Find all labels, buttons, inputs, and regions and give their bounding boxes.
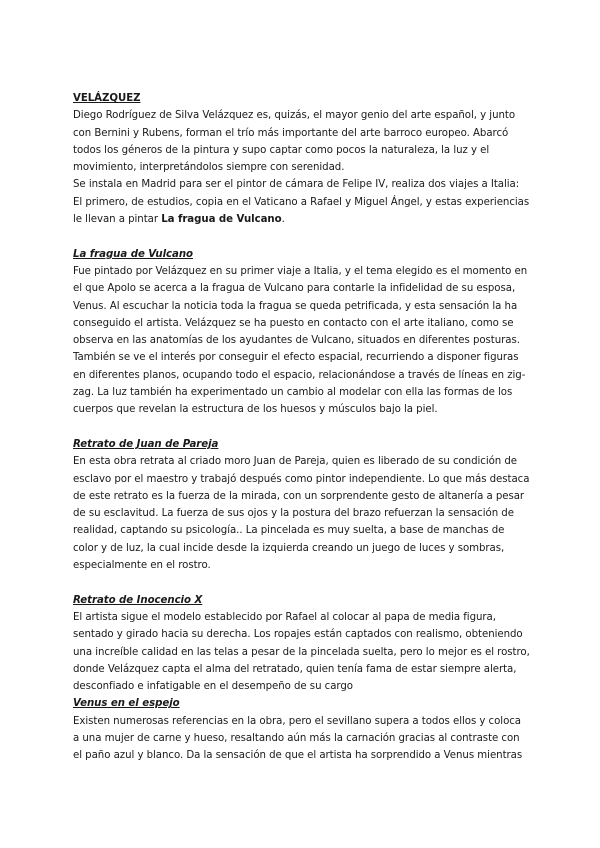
spacer [73, 419, 530, 436]
section-title-fragua: La fragua de Vulcano [73, 248, 194, 260]
intro-paragraph-2-bold: La fragua de Vulcano [161, 214, 282, 226]
intro-paragraph-2-text: Se instala en Madrid para ser el pintor de cámara de Felipe IV, realiza dos viajes a Italia: El primero, de estudios, copia en el Vaticano a Rafael y Miguel Ángel, y estas experiencias le llevan a pintar [73, 179, 530, 226]
section-body-venus: Existen numerosas referencias en la obra, pero el sevillano supera a todos ellos y coloca a una mujer de carne y hueso, resaltando aún más la carnación gracias al contraste con el paño azul y blanco. Da la sensación de que el artista ha sorprendido a Venus mientras [73, 715, 523, 762]
section-body-pareja: En esta obra retrata al criado moro Juan de Pareja, quien es liberado de su condición de esclavo por el maestro y trabajó después como pintor independiente. Lo que más destaca de este retrato es la fuerza de la mirada, con un sorprendente gesto de altanería a pesar de su esclavitud. La fuerza de sus ojos y la postura del brazo refuerzan la sensación de realidad, captando su psicología.. La pincelada es muy suelta, a base de manchas de color y de luz, la cual incide desde la izquierda creando un juego de luces y sombras, especialmente en el rostro. [73, 456, 530, 572]
section-title-pareja: Retrato de Juan de Pareja [73, 438, 219, 450]
document-title: VELÁZQUEZ [73, 93, 141, 104]
intro-paragraph-2 [73, 176, 530, 228]
intro-paragraph-2-end: . [281, 214, 285, 226]
section-title-inocencio: Retrato de Inocencio X [73, 594, 203, 606]
section-body-fragua: Fue pintado por Velázquez en su primer viaje a Italia, y el tema elegido es el momento en el que Apolo se acerca a la fragua de Vulcano para contarle la infidelidad de su esposa, Venus. Al escuchar la noticia toda la fragua se queda petrificada, y esta sensación la ha conseguido el artista. Velázquez se ha puesto en contacto con el arte italiano, como se observa en las anatomías de los ayudantes de Vulcano, situados en diferentes posturas. También se ve el interés por conseguir el efecto espacial, recurriendo a disponer figuras en diferentes planos, ocupando todo el espacio, relacionándose a través de líneas en zig-zag. La luz también ha experimentado un cambio al modelar con ella las formas de los cuerpos que revelan la estructura de los huesos y músculos bajo la piel. [73, 265, 528, 416]
section-title-venus: Venus en el espejo [73, 698, 180, 710]
section-body-inocencio: El artista sigue el modelo establecido por Rafael al colocar al papa de media figura, sentado y girado hacia su derecha. Los ropajes están captados con realismo, obteniendo una increíble calidad en las telas a pesar de la pincelada suelta, pero lo mejor es el rostro, donde Velázquez capta el alma del retratado, quien tenía fama de estar siempre alerta, desconfiado e infatigable en el desempeño de su cargo [73, 611, 530, 693]
intro-paragraph-1: Diego Rodríguez de Silva Velázquez es, quizás, el mayor genio del arte español, y junto con Bernini y Rubens, forman el trío más importante del arte barroco europeo. Abarcó todos los géneros de la pintura y supo captar como pocos la naturaleza, la luz y el movimiento, interpretándolos siempre con serenidad. [73, 110, 516, 174]
spacer [73, 574, 530, 591]
spacer [73, 228, 530, 245]
